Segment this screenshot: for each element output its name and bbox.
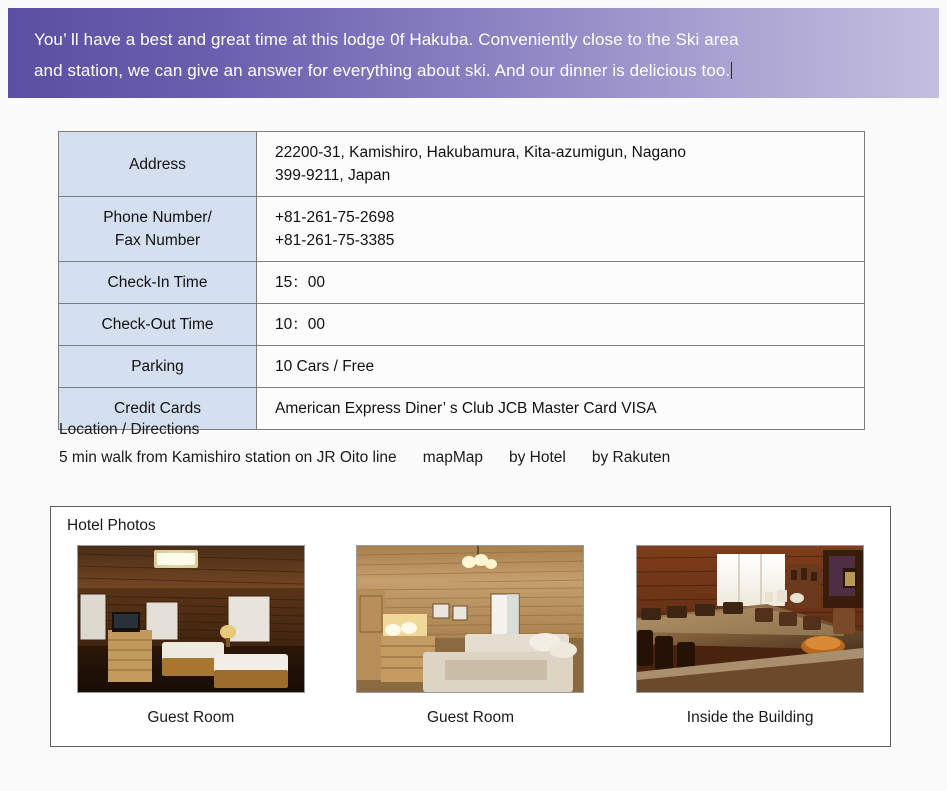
photo-caption: Guest Room <box>147 709 235 726</box>
row-value-parking: 10 Cars / Free <box>257 346 865 388</box>
row-label-credit-cards: Credit Cards <box>59 388 257 430</box>
map-link[interactable]: mapMap <box>422 449 483 466</box>
intro-line-2-text: and station, we can give an answer for everything about ski. And our dinner is delicious too. <box>34 61 731 80</box>
intro-line-2 <box>34 55 939 86</box>
photo-inside-building[interactable] <box>636 545 864 693</box>
hotel-info-table <box>58 131 865 430</box>
table-row <box>59 132 865 197</box>
photo-caption: Inside the Building <box>686 709 814 726</box>
row-label-check-in: Check-In Time <box>59 262 257 304</box>
phone-label-line-2: Fax Number <box>114 232 201 249</box>
location-directions-section <box>59 416 670 472</box>
table-row <box>59 262 865 304</box>
guest-room-dark-cabin-image <box>78 546 304 692</box>
photo-caption: Guest Room <box>426 709 514 726</box>
photo-guest-room-2[interactable] <box>356 545 584 693</box>
row-label-phone-fax <box>59 197 257 262</box>
photo-item <box>627 545 873 727</box>
row-value-credit-cards: American Express Diner’ s Club JCB Master Card VISA <box>257 388 865 430</box>
address-line-2: 399-9211, Japan <box>275 167 391 184</box>
row-value-check-in: 15：00 <box>257 262 865 304</box>
row-label-parking: Parking <box>59 346 257 388</box>
location-detail-line <box>59 444 670 472</box>
row-label-address: Address <box>59 132 257 197</box>
hotel-photos-panel <box>50 506 891 747</box>
address-line-1: 22200-31, Kamishiro, Hakubamura, Kita-azumigun, Nagano <box>275 144 686 161</box>
location-heading: Location / Directions <box>59 421 200 438</box>
by-rakuten-link[interactable]: by Rakuten <box>591 449 671 466</box>
photo-row <box>51 545 890 727</box>
fax-number: +81-261-75-3385 <box>275 232 395 249</box>
by-hotel-link[interactable]: by Hotel <box>509 449 566 466</box>
row-value-phone-fax <box>257 197 865 262</box>
photo-guest-room-1[interactable] <box>77 545 305 693</box>
text-caret <box>731 62 732 79</box>
dining-hall-image <box>637 546 863 692</box>
guest-room-pine-image <box>357 546 583 692</box>
table-row <box>59 346 865 388</box>
phone-number: +81-261-75-2698 <box>275 209 395 226</box>
row-value-address <box>257 132 865 197</box>
row-label-check-out: Check-Out Time <box>59 304 257 346</box>
hotel-photos-heading: Hotel Photos <box>67 517 156 534</box>
table-row <box>59 304 865 346</box>
photo-item <box>68 545 314 727</box>
photo-item <box>347 545 593 727</box>
row-value-check-out: 10：00 <box>257 304 865 346</box>
table-row <box>59 197 865 262</box>
phone-label-line-1: Phone Number/ <box>103 209 212 226</box>
intro-line-1: You’ ll have a best and great time at this lodge 0f Hakuba. Conveniently close to the Ski area <box>34 30 739 49</box>
intro-banner <box>8 8 939 98</box>
directions-text: 5 min walk from Kamishiro station on JR Oito line <box>59 449 397 466</box>
